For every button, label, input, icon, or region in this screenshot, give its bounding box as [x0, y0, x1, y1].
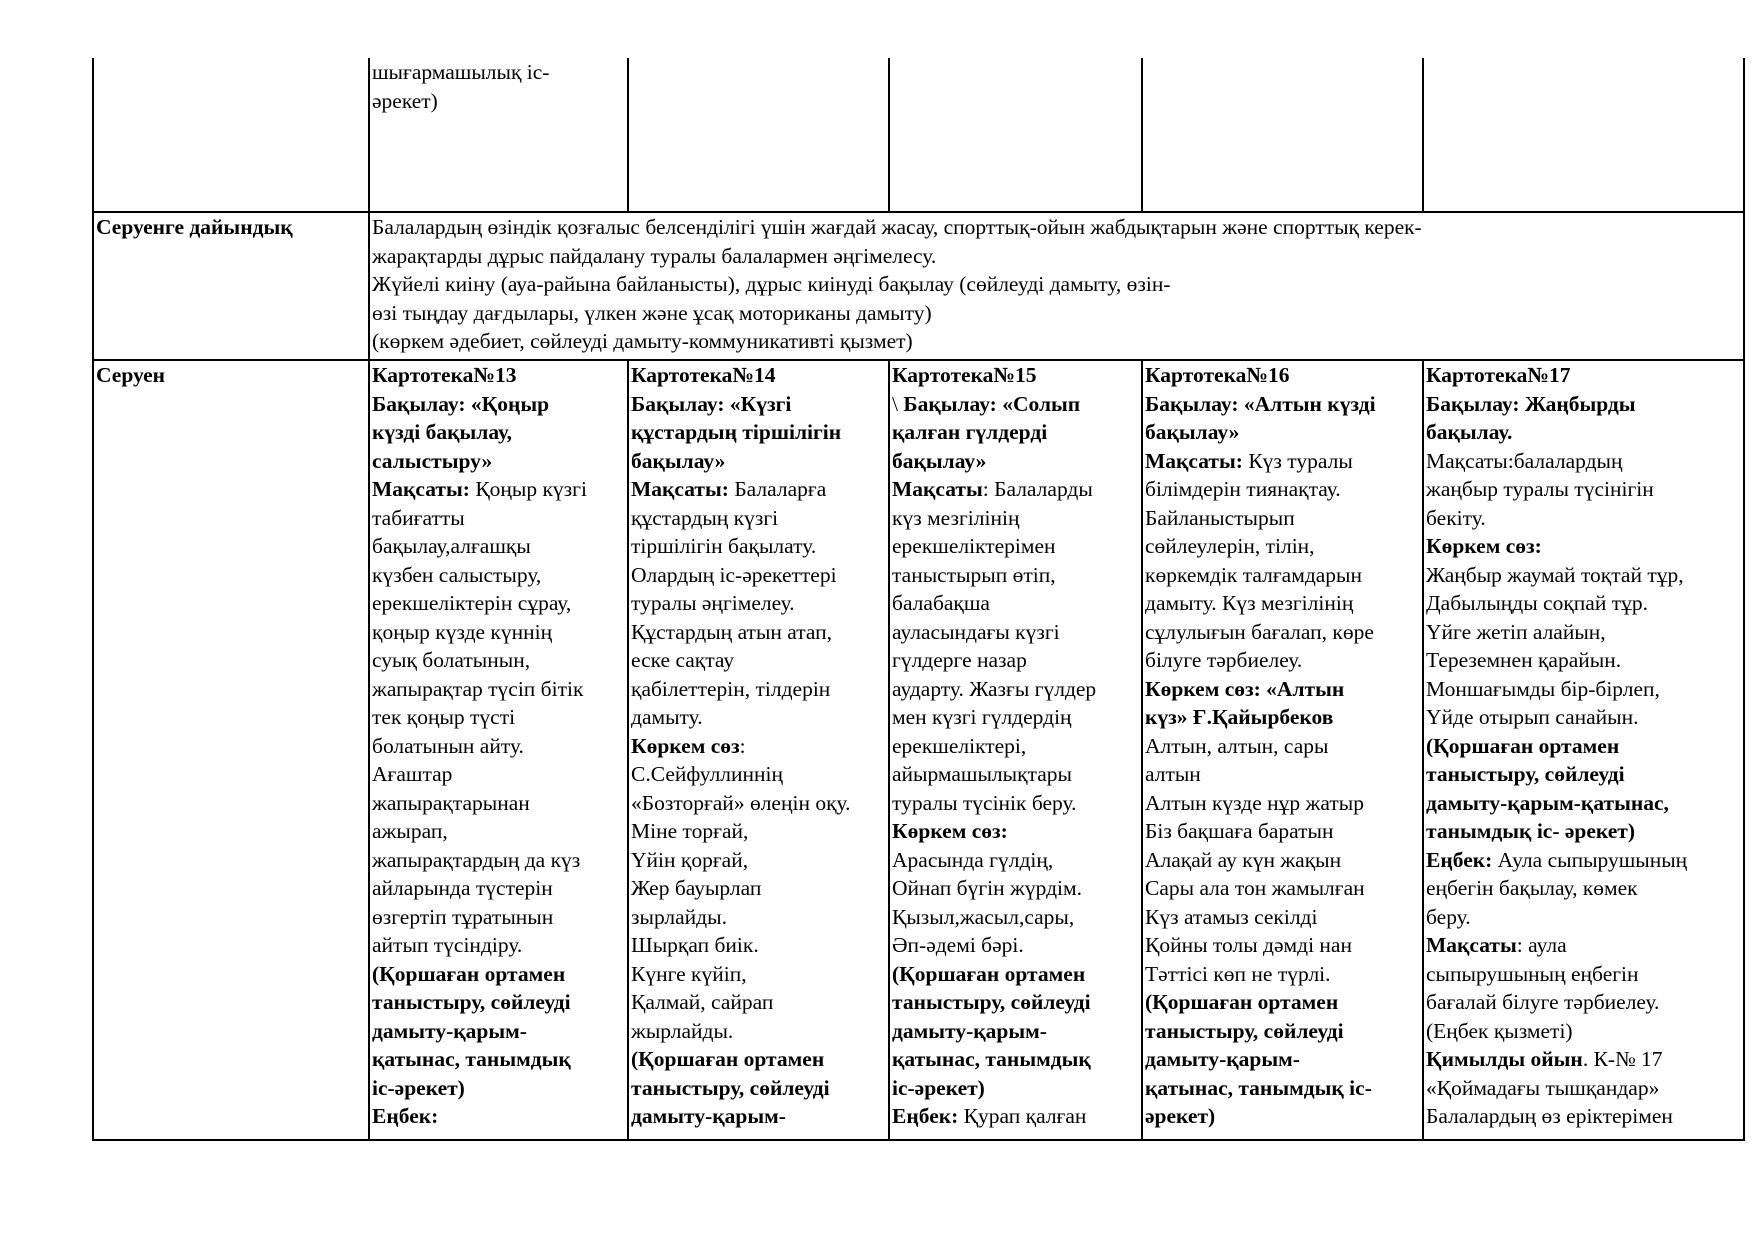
text-line: Құстардың атын атап, [631, 619, 833, 644]
text-line: Олардың іс-әрекеттері [631, 562, 837, 587]
text-line: суық болатынын, [372, 648, 531, 672]
text-line: туралы әңгімелеу. [631, 591, 795, 615]
text-line: салыстыру» [372, 448, 493, 473]
text-line: (Еңбек қызметі) [1426, 1018, 1573, 1043]
text-line: Тәттісі көп не түрлі. [1145, 961, 1331, 986]
text-line: бақылау» [631, 448, 726, 473]
text-line: таныстыру, сөйлеуді [631, 1075, 830, 1100]
text-line: өзгертіп тұратынын [372, 904, 554, 929]
text-line: өзі тыңдау дағдылары, үлкен және ұсақ моториканы дамыту) [372, 300, 932, 325]
text-line: Мақсаты:балалардың [1426, 448, 1623, 473]
text-segment: : [739, 733, 746, 758]
text-line: С.Сейфуллиннің [631, 762, 784, 786]
text-segment: Күз туралы [1248, 448, 1353, 473]
text-line: сұлулығын бағалап, көре [1145, 619, 1374, 644]
text-line: дамыту-қарым- [372, 1018, 527, 1043]
walk-card-17 [1423, 360, 1744, 1140]
text-segment: Мақсаты: [1145, 448, 1249, 473]
text-line: таныстыру, сөйлеуді [1426, 762, 1625, 786]
text-segment: \ [892, 391, 904, 416]
text-line [1426, 846, 1741, 875]
row-label-walk: Серуен [93, 360, 369, 1140]
text-line: ауласындағы күзгі [892, 619, 1060, 644]
walk-card-14 [628, 360, 889, 1140]
text-line: гүлдерге назар [892, 648, 1027, 672]
text-line: сыпырушының еңбегін [1426, 961, 1639, 986]
text-line: таныстыру, сөйлеуді [372, 990, 571, 1014]
text-line: Картотека№17 [1426, 363, 1571, 387]
text-line: Біз бақшаға баратын [1145, 819, 1334, 843]
text-line: танымдық іс- әрекет) [1426, 819, 1636, 843]
text-line: қатынас, танымдық [372, 1047, 571, 1071]
text-line: алтын [1145, 762, 1201, 786]
row-label-walk-preparation: Серуенге дайындық [93, 212, 369, 360]
continuation-cell [369, 58, 628, 212]
text-line: жаңбыр туралы түсінігін [1426, 477, 1654, 501]
text-line: көркемдік талғамдарын [1145, 562, 1363, 587]
text-line: балабақша [892, 591, 990, 615]
text-segment: Еңбек: [1426, 847, 1498, 872]
text-line: қалған гүлдерді [892, 420, 1048, 444]
text-line: қатынас, танымдық [892, 1047, 1091, 1071]
text-line: Дабылыңды соқпай тұр. [1426, 591, 1648, 615]
text-line: тіршілігін бақылату. [631, 534, 817, 558]
text-line: қабілеттерін, тілдерін [631, 676, 831, 701]
text-line: аударту. Жазғы гүлдер [892, 676, 1097, 701]
text-line: бақылау,алғашқы [372, 534, 531, 558]
text-line: Картотека№14 [631, 363, 776, 387]
text-line: Қызыл,жасыл,сары, [892, 904, 1075, 929]
text-segment: Аула сыпырушының [1497, 847, 1688, 872]
text-line: бақылау» [1145, 420, 1240, 444]
text-line: дамыту. [631, 705, 703, 729]
text-line: Балалардың өз еріктерімен [1426, 1104, 1673, 1128]
empty-cell [628, 58, 889, 212]
text-line: құстардың күзгі [631, 505, 779, 530]
text-line: Картотека№16 [1145, 363, 1290, 387]
text-line: Арасында гүлдің, [892, 847, 1054, 872]
text-segment: Қоңыр күзгі [475, 477, 587, 501]
text-line: білімдерін тиянақтау. [1145, 477, 1341, 501]
text-line: Міне торғай, [631, 819, 749, 843]
text-line: Бақылау: «Қоңыр [372, 391, 550, 416]
text-line: дамыту-қарым-қатынас, [1426, 790, 1669, 815]
text-line: Күз атамыз секілді [1145, 904, 1318, 929]
text-line: Балалардың өзіндік қозғалыс белсенділігі үшін жағдай жасау, спорттық-ойын жабдықтарын және спорттық керек- [372, 215, 1422, 239]
text-line: Көркем сөз: [892, 819, 1008, 843]
text-line: Қалмай, сайрап [631, 990, 774, 1014]
text-line: жырлайды. [631, 1018, 734, 1043]
text-line: Жаңбыр жаумай тоқтай тұр, [1426, 562, 1684, 587]
text-segment: Мақсаты [892, 477, 983, 501]
text-line: мен күзгі гүлдердің [892, 705, 1072, 729]
text-line [1426, 931, 1741, 960]
text-line: жапырақтарынан [372, 790, 530, 815]
walk-card-13 [369, 360, 628, 1140]
text-line: жапырақтар түсіп бітік [372, 676, 584, 701]
text-line [892, 390, 1139, 419]
table-row-walk-preparation [93, 212, 1744, 360]
text-line: күзді бақылау, [372, 420, 512, 444]
text-line: Әп-әдемі бәрі. [892, 933, 1024, 957]
text-line: (Қоршаған ортамен [1145, 990, 1339, 1014]
text-line: еске сақтау [631, 648, 735, 672]
text-line: ерекшеліктерімен [892, 534, 1056, 558]
text-line: Қойны толы дәмді нан [1145, 933, 1352, 957]
text-segment: Еңбек: [892, 1104, 964, 1128]
text-line: ерекшеліктері, [892, 733, 1027, 758]
text-line: дамыту-қарым- [892, 1018, 1047, 1043]
text-line: әрекет) [372, 88, 438, 113]
text-line: дамыту. Күз мезгілінің [1145, 591, 1354, 615]
text-segment: : Балаларды [982, 477, 1093, 501]
text-line: (Қоршаған ортамен [892, 961, 1086, 986]
text-line: күз» Ғ.Қайырбеков [1145, 705, 1334, 729]
text-line: Шырқап биік. [631, 933, 759, 957]
text-line: беру. [1426, 904, 1471, 929]
text-line: Сары ала тон жамылған [1145, 876, 1365, 900]
text-line: (Қоршаған ортамен [631, 1047, 825, 1071]
text-line: Бақылау: Жаңбырды [1426, 391, 1636, 416]
text-line: Алтын күзде нұр жатыр [1145, 790, 1364, 815]
text-line [372, 475, 625, 504]
text-segment: Мақсаты [1426, 933, 1517, 957]
text-line: дамыту-қарым- [1145, 1047, 1300, 1071]
text-line: Көркем сөз: «Алтын [1145, 676, 1345, 701]
text-line: Еңбек: [372, 1104, 439, 1128]
text-line: Үйге жетіп алайын, [1426, 619, 1606, 644]
text-line: Алтын, алтын, сары [1145, 733, 1329, 758]
text-segment: Қурап қалған [963, 1104, 1087, 1128]
text-line: айларында түстерін [372, 876, 553, 900]
text-line: айырмашылықтары [892, 762, 1072, 786]
text-line: «Бозторғай» өлеңін оқу. [631, 790, 851, 815]
text-line: (Қоршаған ортамен [1426, 733, 1620, 758]
text-line: іс-әрекет) [372, 1075, 465, 1100]
text-line: Картотека№15 [892, 363, 1037, 387]
text-line [631, 475, 886, 504]
text-segment: Мақсаты: [631, 477, 735, 501]
text-line [631, 732, 886, 761]
text-line [1426, 1045, 1741, 1074]
empty-label-cell [93, 58, 369, 212]
text-line: Күнге күйіп, [631, 961, 747, 986]
text-line: бақылау. [1426, 420, 1513, 444]
text-segment: Балаларға [734, 477, 827, 501]
walk-preparation-description [369, 212, 1744, 360]
text-line: сөйлеулерін, тілін, [1145, 534, 1315, 558]
text-line: бекіту. [1426, 505, 1486, 530]
text-line [1145, 447, 1420, 476]
text-line [892, 475, 1139, 504]
text-segment: . К-№ 17 [1582, 1047, 1663, 1071]
text-line: Картотека№13 [372, 363, 517, 387]
text-line: Үйін қорғай, [631, 847, 749, 872]
text-line: ерекшеліктерін сұрау, [372, 591, 572, 615]
text-line: күз мезгілінің [892, 505, 1020, 530]
empty-cell [1142, 58, 1423, 212]
text-line: таныстырып өтіп, [892, 562, 1056, 587]
text-line: жарақтарды дұрыс пайдалану туралы балалармен әңгімелесу. [372, 243, 937, 268]
text-line: Жер бауырлап [631, 876, 762, 900]
text-line: «Қоймадағы тышқандар» [1426, 1075, 1660, 1100]
text-line: Алақай ау күн жақын [1145, 847, 1342, 872]
text-line: таныстыру, сөйлеуді [1145, 1018, 1344, 1043]
text-line: қоңыр күзде күннің [372, 619, 553, 644]
walk-card-15 [889, 360, 1142, 1140]
text-line: Байланыстырып [1145, 505, 1295, 530]
text-line: қатынас, танымдық іс- [1145, 1075, 1372, 1100]
text-line: шығармашылық іс- [372, 60, 550, 84]
text-line: Ойнап бүгін жүрдім. [892, 876, 1083, 900]
text-line: Тереземнен қарайын. [1426, 648, 1622, 672]
text-line [892, 1102, 1139, 1131]
text-line: Үйде отырып санайын. [1426, 705, 1639, 729]
text-line: тек қоңыр түсті [372, 705, 516, 729]
text-line: Ағаштар [372, 762, 453, 786]
text-line: бағалай білуге тәрбиелеу. [1426, 990, 1660, 1014]
text-line: күзбен салыстыру, [372, 562, 542, 587]
empty-cell [1423, 58, 1744, 212]
text-line: болатынын айту. [372, 733, 524, 758]
text-line: білуге тәрбиелеу. [1145, 648, 1303, 672]
text-line: Бақылау: «Алтын күзді [1145, 391, 1376, 416]
text-segment: : аула [1516, 933, 1567, 957]
text-line: айтып түсіндіру. [372, 933, 523, 957]
text-line: туралы түсінік беру. [892, 790, 1077, 815]
text-line: Көркем сөз: [1426, 534, 1542, 558]
empty-cell [889, 58, 1142, 212]
text-segment: Көркем сөз [631, 733, 740, 758]
text-line: іс-әрекет) [892, 1075, 985, 1100]
text-segment: Бақылау: «Солып [903, 391, 1081, 416]
text-line: жапырақтардың да күз [372, 847, 581, 872]
table-row-walk [93, 360, 1744, 1140]
text-segment: Мақсаты: [372, 477, 476, 501]
text-line: таныстыру, сөйлеуді [892, 990, 1091, 1014]
text-line: Бақылау: «Күзгі [631, 391, 792, 416]
text-line: (Қоршаған ортамен [372, 961, 566, 986]
text-line: зырлайды. [631, 904, 727, 929]
text-line: құстардың тіршілігін [631, 420, 842, 444]
table-row-continuation [93, 58, 1744, 212]
text-line: Моншағымды бір-бірлеп, [1426, 676, 1660, 701]
text-line: еңбегін бақылау, көмек [1426, 876, 1638, 900]
text-line: бақылау» [892, 448, 987, 473]
text-line: әрекет) [1145, 1104, 1216, 1128]
walk-card-16 [1142, 360, 1423, 1140]
text-line: дамыту-қарым- [631, 1104, 786, 1128]
text-line: табиғатты [372, 505, 465, 530]
text-line: Жүйелі киіну (ауа-райына байланысты), дұрыс киінуді бақылау (сөйлеуді дамыту, өзін- [372, 272, 1171, 296]
text-line: (көркем әдебиет, сөйлеуді дамыту-коммуникативті қызмет) [372, 329, 913, 353]
schedule-table [92, 58, 1745, 1141]
text-line: ажырап, [372, 819, 448, 843]
text-segment: Қимылды ойын [1426, 1047, 1583, 1071]
